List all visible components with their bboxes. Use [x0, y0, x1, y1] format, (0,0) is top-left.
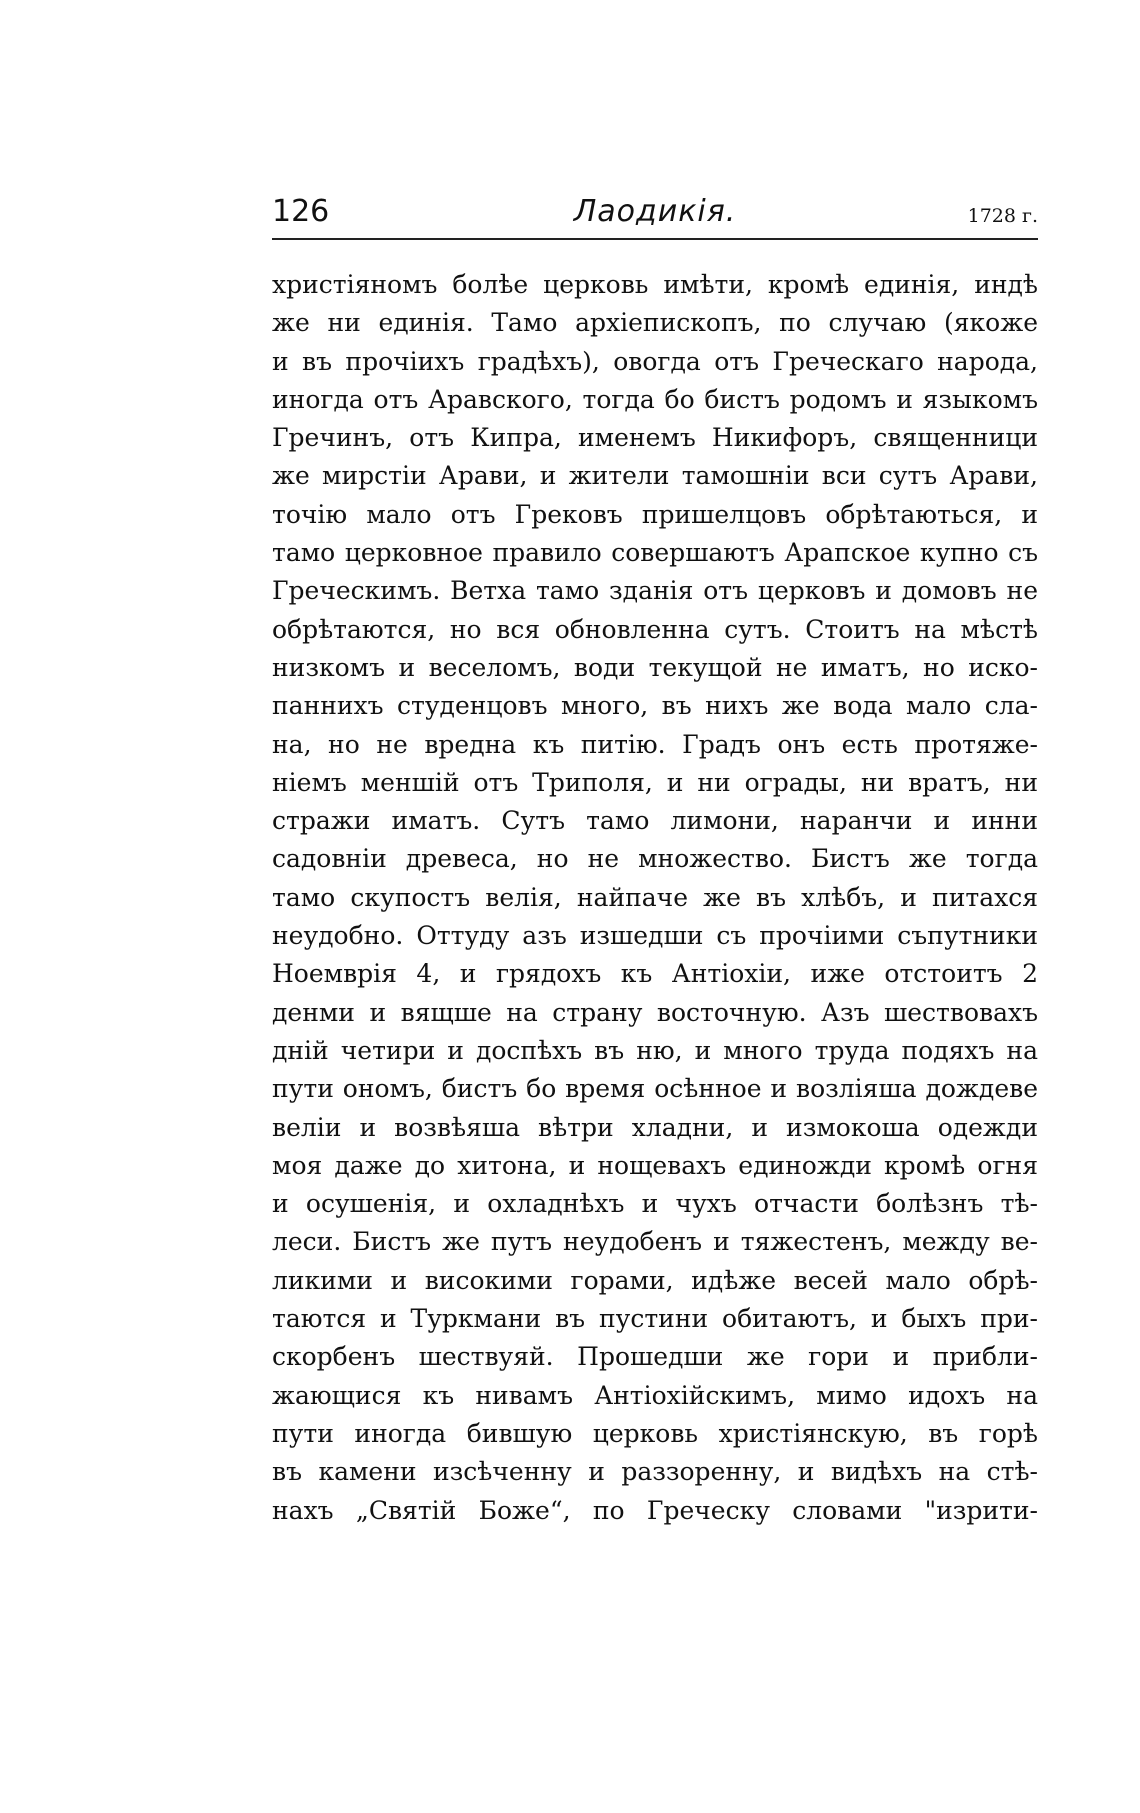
text-line: христіяномъ болѣе церковь имѣти, кромѣ единія, индѣ [272, 270, 1038, 299]
text-line: скорбенъ шествуяй. Прошедши же гори и прибли- [272, 1342, 1038, 1372]
text-line: нахъ „Святій Боже“, по Греческу словами "изрити- [272, 1495, 1038, 1525]
text-line: моя даже до хитона, и нощевахъ единожди кромѣ огня [272, 1150, 1038, 1180]
text-line: низкомъ и веселомъ, води текущой не иматъ, но иско- [272, 652, 1038, 682]
text-line: Греческимъ. Ветха тамо зданія отъ церковъ и домовъ не [272, 576, 1038, 606]
text-line: иногда отъ Аравского, тогда бо бистъ родомъ и языкомъ [272, 384, 1038, 414]
text-line: леси. Бистъ же путъ неудобенъ и тяжестенъ, между ве- [272, 1227, 1038, 1257]
text-line: и осушенія, и охладнѣхъ и чухъ отчасти болѣзнъ тѣ- [272, 1189, 1038, 1219]
text-line: точію мало отъ Грековъ пришелцовъ обрѣтаються, и [272, 499, 1038, 529]
text-line: веліи и возвѣяша вѣтри хладни, и измокоша одежди [272, 1112, 1038, 1142]
text-line: паннихъ студенцовъ много, въ нихъ же вода мало сла- [272, 691, 1038, 721]
text-line: и въ прочіихъ градѣхъ), овогда отъ Греческаго народа, [272, 346, 1038, 376]
text-line: таются и Туркмани въ пустини обитаютъ, и быхъ при- [272, 1304, 1038, 1334]
running-header [272, 190, 1038, 240]
text-line: ликими и високими горами, идѣже весей мало обрѣ- [272, 1265, 1038, 1295]
text-line: пути ономъ, бистъ бо время осѣнное и возліяша дождеве [272, 1074, 1038, 1104]
text-line: денми и вящше на страну восточную. Азъ шествовахъ [272, 997, 1038, 1027]
text-line: садовніи древеса, но не множество. Бистъ же тогда [272, 844, 1038, 874]
text-line: же мирстіи Арави, и жители тамошніи вси сутъ Арави, [272, 461, 1038, 491]
text-line: Ноемврія 4, и грядохъ къ Антіохіи, иже отстоитъ 2 [272, 959, 1038, 989]
text-line: на, но не вредна къ питію. Градъ онъ есть протяже- [272, 729, 1038, 759]
text-line: же ни единія. Тамо архіепископъ, по случаю (якоже [272, 308, 1038, 338]
text-line: въ камени изсѣченну и раззоренну, и видѣхъ на стѣ- [272, 1457, 1038, 1487]
text-line: тамо церковное правило совершаютъ Арапское купно съ [272, 538, 1038, 568]
text-line: обрѣтаются, но вся обновленна сутъ. Стоитъ на мѣстѣ [272, 614, 1038, 644]
text-line: тамо скупостъ велія, найпаче же въ хлѣбъ, и питахся [272, 882, 1038, 912]
body-text [272, 266, 1038, 1530]
running-title: Лаодикія. [573, 194, 737, 229]
text-line: дній четири и доспѣхъ въ ню, и много труда подяхъ на [272, 1035, 1038, 1065]
text-line: стражи иматъ. Сутъ тамо лимони, наранчи и инни [272, 806, 1038, 836]
page-number: 126 [272, 194, 330, 229]
text-line: Гречинъ, отъ Кипра, именемъ Никифоръ, священници [272, 423, 1038, 453]
text-line: пути иногда бившую церковь христіянскую, въ горѣ [272, 1418, 1038, 1448]
text-line: ніемъ меншій отъ Триполя, и ни ограды, ни вратъ, ни [272, 767, 1038, 797]
year-label: 1728 г. [967, 205, 1038, 227]
text-line: неудобно. Оттуду азъ изшедши съ прочіими съпутники [272, 921, 1038, 951]
text-line: жающися къ нивамъ Антіохійскимъ, мимо идохъ на [272, 1380, 1038, 1410]
